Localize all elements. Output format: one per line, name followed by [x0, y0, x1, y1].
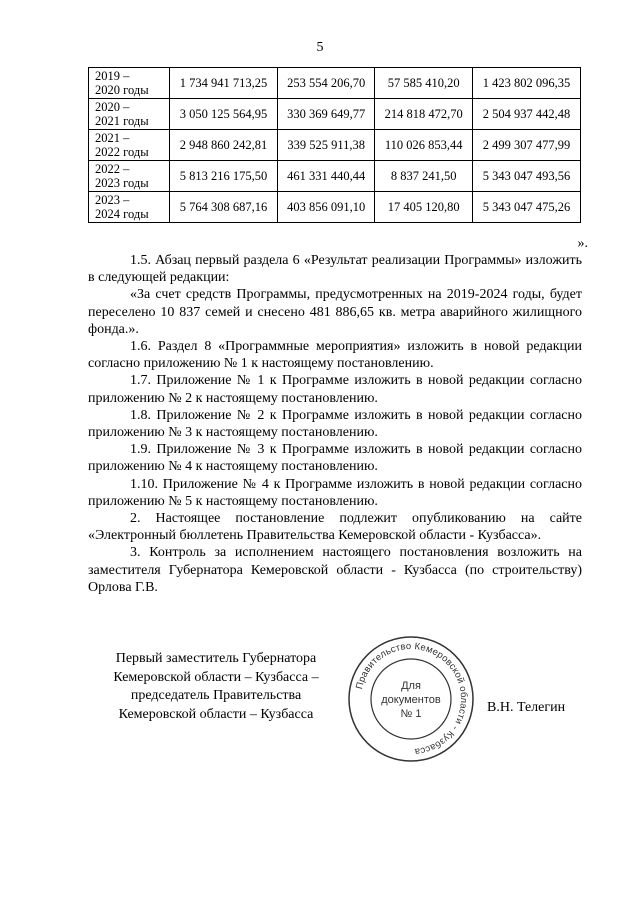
table-row [89, 68, 581, 99]
table-cell: 214 818 472,70 [375, 99, 473, 130]
table-cell: 2 499 307 477,99 [472, 130, 580, 161]
stamp-center-text: Для [401, 680, 421, 692]
stamp-ring-text: Правительство Кемеровской области - Кузбасса [354, 640, 470, 757]
year-end: 2024 годы [95, 207, 149, 221]
signatory-position [96, 650, 336, 724]
paragraph-2: 2. Настоящее постановление подлежит опубликованию на сайте «Электронный бюллетень Правительства Кемеровской области - Кузбасса». [88, 511, 582, 544]
table-cell: 57 585 410,20 [375, 68, 473, 99]
year-cell [89, 130, 170, 161]
year-cell [89, 161, 170, 192]
table-cell: 339 525 911,38 [277, 130, 375, 161]
table-row [89, 130, 581, 161]
year-end: 2020 годы [95, 83, 149, 97]
funding-table [88, 67, 581, 223]
paragraph-1-8: 1.8. Приложение № 2 к Программе изложить в новой редакции согласно приложению № 3 к настоящему постановлению. [88, 407, 582, 441]
table-cell: 5 813 216 175,50 [170, 161, 278, 192]
table-cell: 8 837 241,50 [375, 161, 473, 192]
official-stamp [341, 629, 481, 769]
year-end: 2021 годы [95, 114, 149, 128]
table-cell: 461 331 440,44 [277, 161, 375, 192]
stamp-center-text: документов [381, 694, 441, 706]
table-row [89, 99, 581, 130]
document-body [88, 252, 582, 596]
paragraph-1-10: 1.10. Приложение № 4 к Программе изложить в новой редакции согласно приложению № 5 к настоящему постановлению. [88, 476, 582, 509]
table-cell: 253 554 206,70 [277, 68, 375, 99]
signatory-line: Кемеровской области – Кузбасса [118, 706, 314, 722]
table-cell: 3 050 125 564,95 [170, 99, 278, 130]
table-cell: 2 504 937 442,48 [472, 99, 580, 130]
year-start: 2023 – [95, 193, 130, 207]
table-cell: 330 369 649,77 [277, 99, 375, 130]
table-cell: 5 343 047 493,56 [472, 161, 580, 192]
signer-name: В.Н. Телегин [487, 700, 566, 715]
table-cell: 110 026 853,44 [375, 130, 473, 161]
closing-quote: ». [577, 236, 588, 251]
table-cell: 2 948 860 242,81 [170, 130, 278, 161]
year-cell [89, 192, 170, 223]
paragraph-3: 3. Контроль за исполнением настоящего постановления возложить на заместителя Губернатора Кемеровской области - Кузбасса (по строительству) Орлова Г.В. [88, 545, 582, 595]
table-cell: 5 764 308 687,16 [170, 192, 278, 223]
table-cell: 5 343 047 475,26 [472, 192, 580, 223]
signatory-line: председатель Правительства [130, 688, 302, 703]
paragraph-1-5-quote: «За счет средств Программы, предусмотренных на 2019-2024 годы, будет переселено 10 837 семей и снесено 481 886,65 кв. метра аварийного жилищного фонда.». [88, 287, 582, 337]
paragraph-1-5: 1.5. Абзац первый раздела 6 «Результат реализации Программы» изложить в следующей редакции: [88, 253, 582, 286]
signatory-line: Кемеровской области – Кузбасса – [113, 669, 319, 685]
year-cell [89, 68, 170, 99]
paragraph-1-7: 1.7. Приложение № 1 к Программе изложить в новой редакции согласно приложению № 2 к настоящему постановлению. [88, 373, 582, 406]
year-end: 2023 годы [95, 176, 149, 190]
signatory-line: Первый заместитель Губернатора [115, 651, 317, 666]
table-cell: 1 734 941 713,25 [170, 68, 278, 99]
table-cell: 17 405 120,80 [375, 192, 473, 223]
stamp-center-text: № 1 [400, 708, 422, 720]
page-number: 5 [316, 40, 324, 55]
year-cell [89, 99, 170, 130]
paragraph-1-9: 1.9. Приложение № 3 к Программе изложить в новой редакции согласно приложению № 4 к настоящему постановлению. [88, 442, 582, 475]
year-end: 2022 годы [95, 145, 149, 159]
year-start: 2021 – [95, 131, 130, 145]
table-row [89, 161, 581, 192]
year-start: 2022 – [95, 162, 130, 176]
table-row [89, 192, 581, 223]
year-start: 2020 – [95, 100, 130, 114]
year-start: 2019 – [95, 69, 130, 83]
table-cell: 1 423 802 096,35 [472, 68, 580, 99]
paragraph-1-6: 1.6. Раздел 8 «Программные мероприятия» изложить в новой редакции согласно приложению № 1 к настоящему постановлению. [88, 339, 582, 372]
table-cell: 403 856 091,10 [277, 192, 375, 223]
